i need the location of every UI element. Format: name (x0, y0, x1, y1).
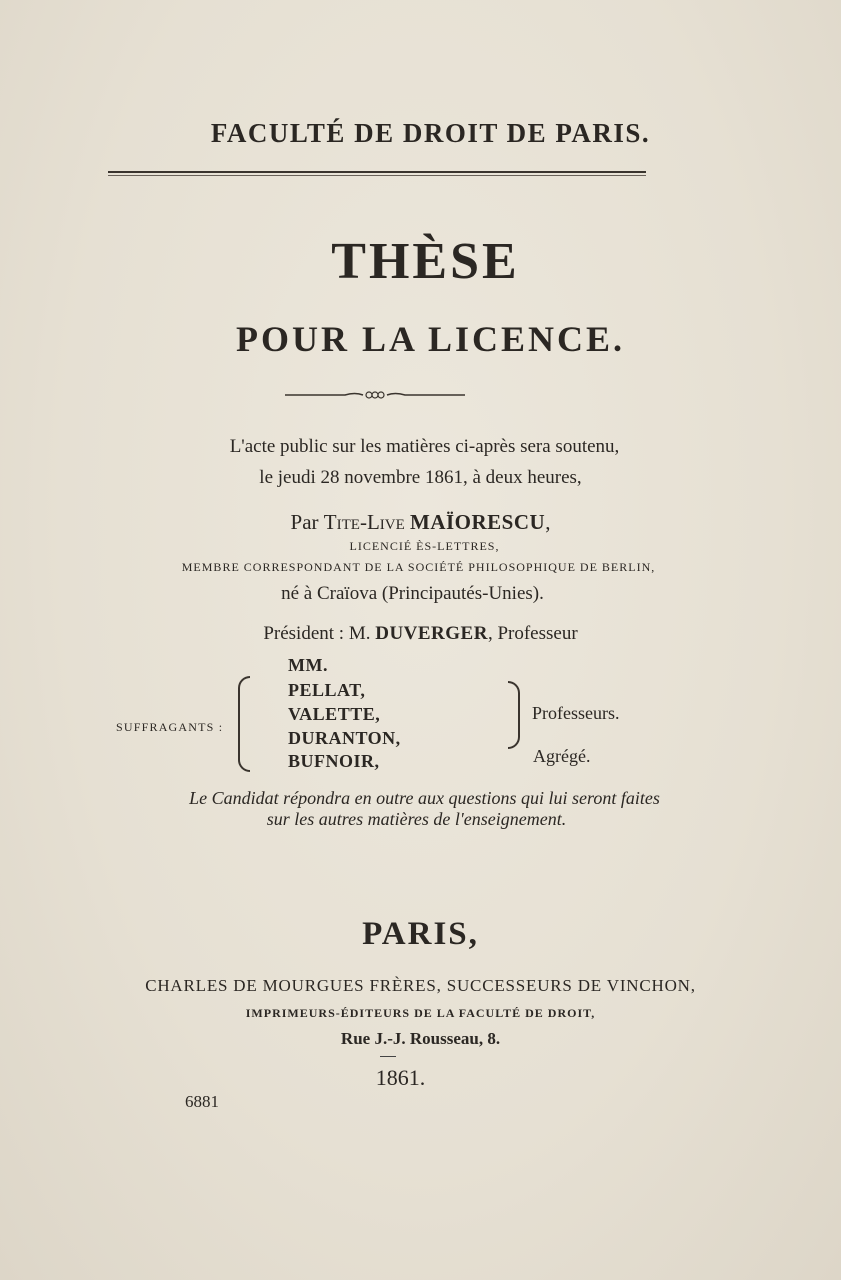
header-rule (108, 171, 646, 173)
thesis-subtitle: POUR LA LICENCE. (235, 319, 626, 359)
intro-line-2: le jeudi 28 novembre 1861, à deux heures, (259, 467, 582, 488)
right-brace (508, 681, 520, 749)
intro-line-1: L'acte public sur les matières ci-après sera soutenu, (229, 436, 620, 457)
jury-member: VALETTE, (288, 704, 381, 724)
publisher-street (0, 1029, 841, 1049)
author-membership: MEMBRE CORRESPONDANT DE LA SOCIÉTÉ PHILOSOPHIQUE DE BERLIN, (181, 560, 656, 574)
thesis-title: THÈSE (331, 233, 520, 290)
author-birth: né à Craïova (Principautés-Unies). (281, 583, 544, 604)
president-line (0, 623, 841, 645)
candidate-note-line-2: sur les autres matières de l'enseignement. (266, 809, 567, 829)
author-first-name: Tite-Live (323, 510, 405, 534)
publisher-street-text: Rue J.-J. Rousseau, 8. (340, 1029, 501, 1048)
president-suffix: , Professeur (487, 623, 578, 644)
jury-member: PELLAT, (288, 680, 366, 700)
author-degree: LICENCIÉ ÈS-LETTRES, (349, 539, 500, 553)
publisher-name: CHARLES DE MOURGUES FRÈRES, SUCCESSEURS DE VINCHON, (145, 976, 696, 995)
suffragants-label: SUFFRAGANTS : (116, 720, 224, 734)
faculty-heading: FACULTÉ DE DROIT DE PARIS. (210, 118, 651, 148)
author-par: Par (290, 510, 319, 534)
president-prefix: Président : M. (263, 623, 371, 644)
candidate-note-line-1: Le Candidat répondra en outre aux questions qui lui seront faites (189, 788, 660, 808)
jury-mm: MM. (288, 655, 328, 675)
year-dash (380, 1056, 396, 1057)
jury-member: DURANTON, (288, 728, 401, 748)
agrege-label: Agrégé. (533, 746, 591, 766)
professeurs-label: Professeurs. (532, 703, 620, 723)
author-line (0, 510, 841, 535)
president-name: DUVERGER (375, 623, 488, 644)
jury-member: BUFNOIR, (288, 751, 380, 771)
publication-year: 1861. (375, 1065, 426, 1090)
publisher-city: PARIS, (362, 916, 479, 952)
author-last-name: MAÏORESCU (410, 510, 546, 534)
left-brace (238, 676, 250, 772)
author-comma: , (545, 510, 551, 534)
ornament-divider (285, 388, 465, 402)
header-rule-thin (108, 175, 646, 176)
publisher-role: IMPRIMEURS-ÉDITEURS DE LA FACULTÉ DE DROIT, (245, 1006, 596, 1020)
catalog-number: 6881 (185, 1092, 219, 1111)
